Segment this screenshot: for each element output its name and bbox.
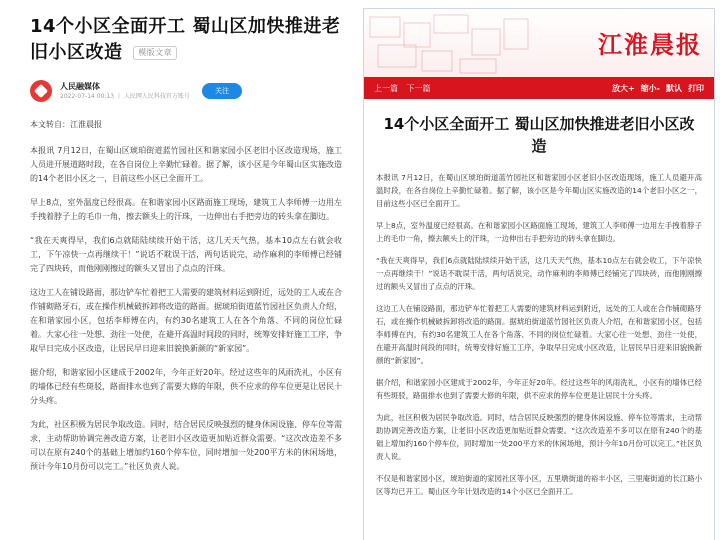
print-button[interactable]: 打印 <box>688 83 704 93</box>
newspaper-body <box>364 157 714 498</box>
newspaper-paragraph: 据介绍，和谐家园小区建成于2002年，今年正好20年。经过这些年的风雨洗礼，小区有的墙体已经有些斑驳，路面排水也到了需要大修的年限，供不应求的停车位更是让居民十分头疼。 <box>376 378 702 400</box>
author-meta: 2022-07-14 00:13 丨 人民网人民科技官方账号 <box>60 92 190 100</box>
article-paragraph: 这边工人在铺设路面，那边铲车忙着把工人需要的建筑材料运到附近，远处的工人或在合作铺砌路牙石，或在操作机械破拆卸将改造的路面。据琥珀街道蓝竹园社区负责人介绍，在和谐家园小区，包括李师傅在内，有约30名建筑工人在各个角落、不同的岗位忙碌着。大家心往一处想、劲往一处使，在避开高温时间段的同时，统筹安排好施工工序，争取早日完成小区改造，让居民早日迎来旧貌换新颜的“新家园”。 <box>30 288 342 353</box>
banner-pattern <box>364 9 564 77</box>
article-title-text: 14个小区全面开工 蜀山区加快推进老旧小区改造 <box>30 16 341 63</box>
article-nav <box>374 83 437 94</box>
article-paragraph: 为此，社区积极为居民争取改造。同时，结合居民反映强烈的健身休闲设施、停车位等需求，主动帮助协调完善改造方案，让老旧小区改造更加贴近群众需要。“这次改造差不多可以在原有240个的基础上增加约160个停车位，同时增加一处200平方米的休闲场地，预计今年10月份可以完工。”社区负责人说。 <box>30 420 342 471</box>
newspaper-paragraph: 这边工人在铺设路面，那边铲车忙着把工人需要的建筑材料运到附近，远处的工人或在合作铺砌路牙石，或在操作机械破拆卸将改造的路面。据琥珀街道蓝竹园社区负责人介绍，在和谐家园小区，包括李师傅在内，有约30名建筑工人在各个角落、不同的岗位忙碌着。大家心往一处想、劲往一处使，在避开高温时间段的同时，统筹安排好施工工序，争取早日完成小区改造，让居民早日迎来旧貌换新颜的“新家园”。 <box>376 304 702 365</box>
newspaper-paragraph: 为此，社区积极为居民争取改造。同时，结合居民反映强烈的健身休闲设施、停车位等需求，主动帮助协调完善改造方案，让老旧小区改造更加贴近群众需要。“这次改造差不多可以在原有240个的基础上增加约160个停车位，同时增加一处200平方米的休闲场地，预计今年10月份可以完工。”社区负责人说。 <box>376 413 702 461</box>
newspaper-paragraph: “我在天爽得早，我们6点就陆陆续续开始干活，这几天天气热，基本10点左右就会收工，下午凉快一点再继续干！”说话不耽误干活，两句话说完，动作麻利的李师傅已经铺完了四块砖，而他刚刚擦过的额头又冒出了点点的汗珠。 <box>376 256 702 291</box>
zoom-in-button[interactable]: 放大+ <box>611 83 635 93</box>
newspaper-paragraph: 不仅是和谐家园小区，琥珀街道的家园社区等小区，五里墩街道的裕丰小区，三里庵街道的长江路小区等均已开工。蜀山区今年计划改造的14个小区已全面开工。 <box>376 474 702 496</box>
article-paragraph: “我在天爽得早，我们6点就陆陆续续开始干活，这几天天气热，基本10点左右就会收工，下午凉快一点再继续干！”说话不耽误干活，两句话说完，动作麻利的李师傅已经铺完了四块砖，而他刚刚擦过的额头又冒出了点点的汗珠。 <box>30 236 342 273</box>
newspaper-headline: 14个小区全面开工 蜀山区加快推进老旧小区改造 <box>383 115 695 155</box>
article-paragraph: 本报讯 7月12日，在蜀山区琥珀街道蓝竹园社区和谐家园小区老旧小区改造现场，施工人员进开展道路时段，在各自岗位上辛勤忙碌着。据了解，该小区是今年蜀山区实施改造的14个老旧小区之一，目前这些小区已全面开工。 <box>30 146 342 183</box>
template-article-tag[interactable]: 模版文章 <box>133 46 177 60</box>
author-avatar[interactable] <box>30 80 52 102</box>
newspaper-toolbar <box>364 77 714 99</box>
source-line: 本文转自：江淮晨报 <box>30 120 102 129</box>
author-row <box>30 76 342 106</box>
newspaper-panel <box>363 8 715 540</box>
article-paragraph: 据介绍，和谐家园小区建成于2002年，今年正好20年。经过这些年的风雨洗礼，小区有的墙体已经有些斑驳，路面排水也到了需要大修的年限，供不应求的停车位更是让居民十分头疼。 <box>30 368 342 405</box>
default-size-button[interactable]: 默认 <box>666 83 682 93</box>
author-name[interactable]: 人民融媒体 <box>60 81 100 91</box>
article-title <box>30 14 342 66</box>
newspaper-paragraph: 早上8点，室外温度已经很高。在和谐家园小区路面施工现场，建筑工人李师傅一边用左手拽着脖子上的毛巾一角，擦去额头上的汗珠，一边伸出右手把旁边的砖头拿在脚边。 <box>376 221 702 243</box>
next-article-link[interactable]: 下一篇 <box>406 83 431 93</box>
newspaper-banner <box>364 9 714 77</box>
prev-article-link[interactable]: 上一篇 <box>374 83 398 93</box>
article-paragraph: 早上8点，室外温度已经很高。在和谐家园小区路面施工现场，建筑工人李师傅一边用左手拽着脖子上的毛巾一角，擦去额头上的汗珠，一边伸出右手把旁边的砖头拿在脚边。 <box>30 198 342 221</box>
follow-button[interactable]: 关注 <box>202 83 242 99</box>
author-info <box>60 81 202 102</box>
newspaper-paragraph: 本报讯 7月12日，在蜀山区琥珀街道蓝竹园社区和谐家园小区老旧小区改造现场，施工人员避开高温时段，在各自岗位上辛勤忙碌着。据了解，该小区是今年蜀山区实施改造的14个老旧小区之一，目前这些小区已全面开工。 <box>376 173 702 208</box>
article-body <box>30 118 342 474</box>
reading-tools <box>606 83 704 94</box>
zoom-out-button[interactable]: 缩小- <box>640 83 660 93</box>
newspaper-logo[interactable]: 江淮晨报 <box>598 30 702 59</box>
